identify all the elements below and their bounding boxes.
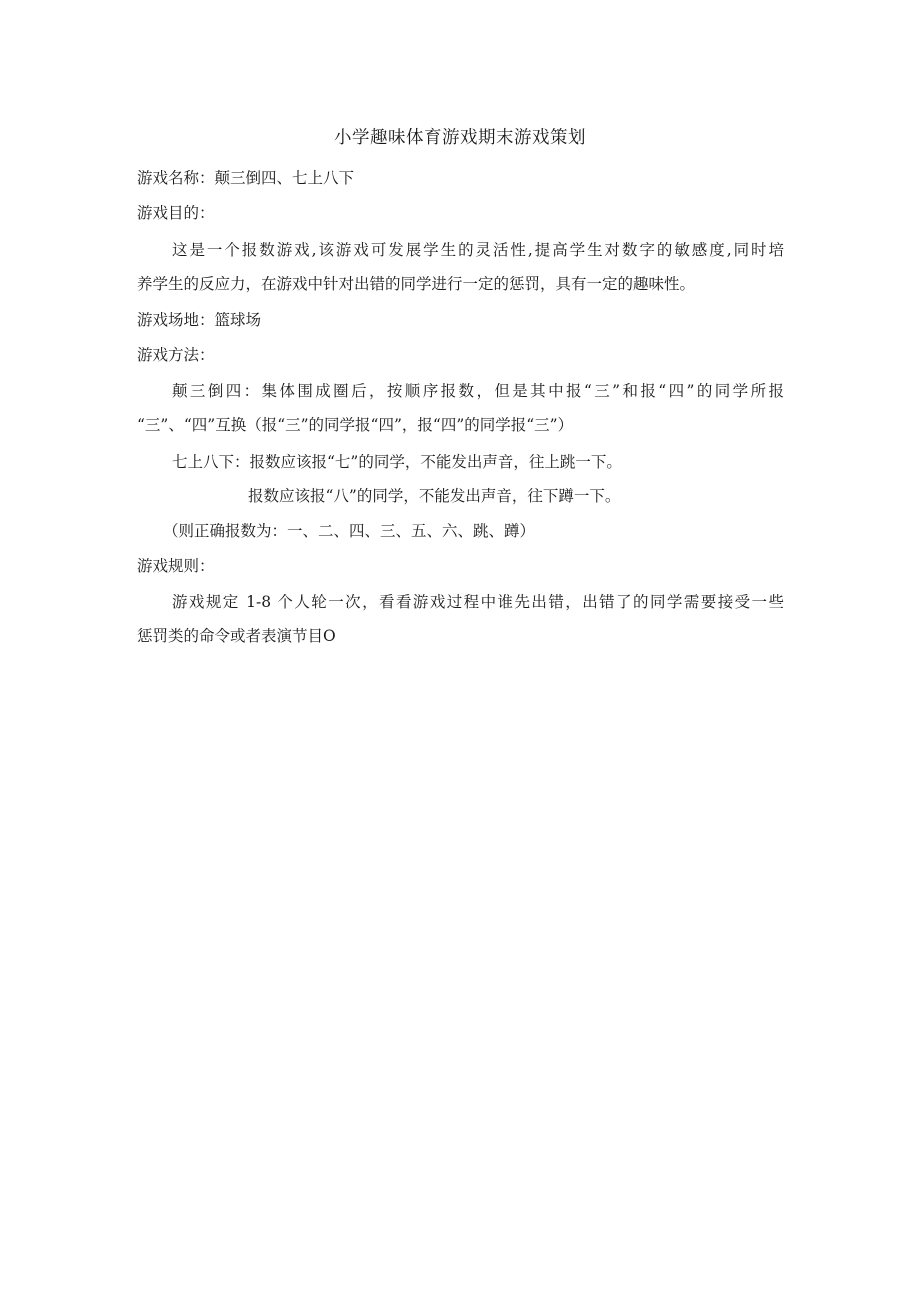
rules-paragraph-line-1: 游戏规定 1-8 个人轮一次，看看游戏过程中谁先出错，出错了的同学需要接受一些 [172,593,784,611]
method-paragraph-line-4: 报数应该报“八”的同学，不能发出声音，往下蹲一下。 [248,487,621,505]
method-heading: 游戏方法： [137,346,215,364]
purpose-heading: 游戏目的： [137,204,215,222]
method-paragraph-line-1: 颠三倒四：集体围成圈后，按顺序报数，但是其中报“三”和报“四”的同学所报 [172,382,784,400]
rules-paragraph-line-2: 惩罚类的命令或者表演节目O [137,627,336,645]
game-name-line: 游戏名称：颠三倒四、七上八下 [137,169,355,187]
method-paragraph-line-2: “三”、“四”互换（报“三”的同学报“四”，报“四”的同学报“三”） [137,416,574,434]
purpose-paragraph-line-1: 这是一个报数游戏,该游戏可发展学生的灵活性,提高学生对数字的敏感度,同时培 [172,241,784,259]
method-correct-sequence: （则正确报数为：一、二、四、三、五、六、跳、蹲） [163,522,536,540]
rules-heading: 游戏规则： [137,557,215,575]
document-title: 小学趣味体育游戏期末游戏策划 [334,128,586,148]
venue-line: 游戏场地：篮球场 [137,311,262,329]
method-paragraph-line-3: 七上八下：报数应该报“七”的同学，不能发出声音，往上跳一下。 [172,453,622,471]
purpose-paragraph-line-2: 养学生的反应力，在游戏中针对出错的同学进行一定的惩罚，具有一定的趣味性。 [137,275,696,293]
